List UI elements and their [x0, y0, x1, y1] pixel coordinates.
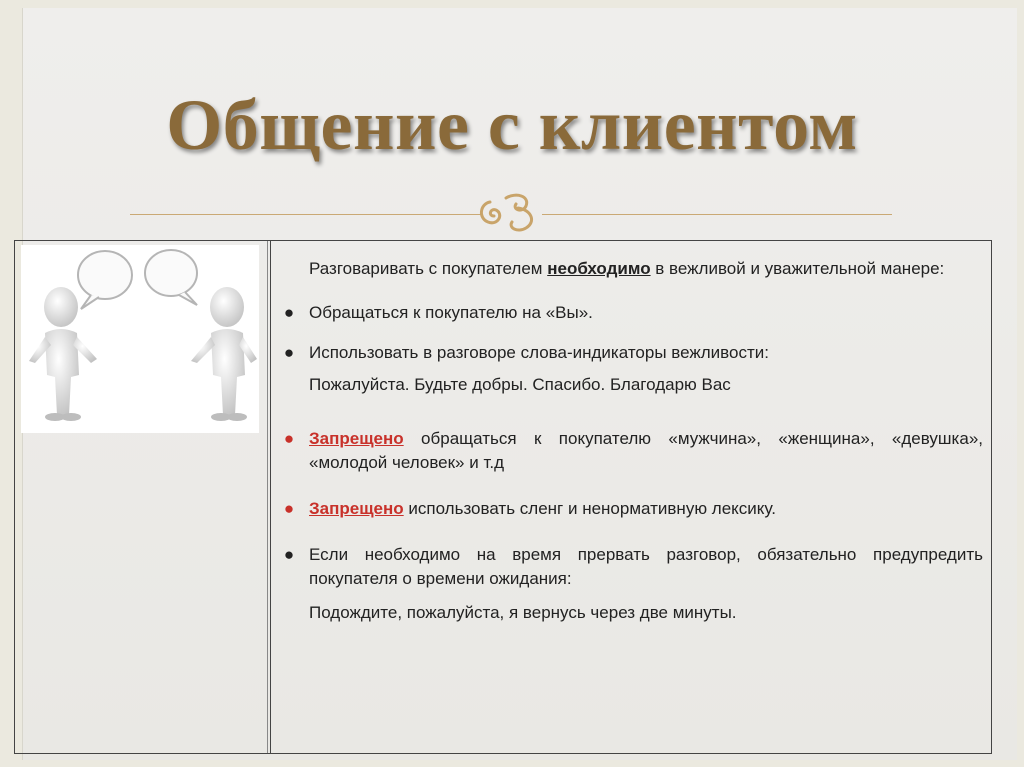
intro-paragraph: Разговаривать с покупателем необходимо в вежливой и уважительной манере: — [309, 259, 945, 278]
text-cell — [271, 241, 991, 753]
list-item: ● Если необходимо на время прервать разговор, обязательно предупредить покупателя о времени ожидания: — [283, 545, 983, 588]
cell-rule — [267, 241, 268, 753]
list-item: ● Обращаться к покупателю на «Вы». — [281, 301, 983, 325]
list-item: ● Запрещено обращаться к покупателю «мужчина», «женщина», «девушка», «молодой человек» и т.д — [283, 429, 983, 472]
list-item: ● Использовать в разговоре слова-индикаторы вежливости: — [281, 341, 983, 365]
two-people-talking-icon — [21, 245, 259, 433]
illustration-panel — [21, 245, 259, 433]
prohibited-label: Запрещено — [309, 499, 404, 518]
intro-emphasis: необходимо — [547, 259, 651, 278]
bullet-dot-icon: ● — [283, 429, 295, 448]
content-table — [14, 240, 992, 754]
bullet-dot-icon: ● — [283, 499, 295, 518]
divider-right — [542, 214, 892, 215]
slide-title: Общение с клиентом — [166, 85, 858, 165]
illustration-cell — [15, 241, 271, 753]
flourish-ornament-icon — [476, 188, 548, 238]
waiting-example: Подождите, пожалуйста, я вернусь через две минуты. — [309, 603, 737, 622]
bullet-dot-icon: ● — [283, 343, 295, 362]
bullet-dot-icon: ● — [283, 545, 295, 564]
divider-left — [130, 214, 482, 215]
bullet-dot-icon: ● — [283, 303, 295, 322]
politeness-examples: Пожалуйста. Будьте добры. Спасибо. Благодарю Вас — [309, 375, 731, 394]
prohibited-label: Запрещено — [309, 429, 404, 448]
list-item: ● Запрещено использовать сленг и ненормативную лексику. — [281, 497, 983, 521]
